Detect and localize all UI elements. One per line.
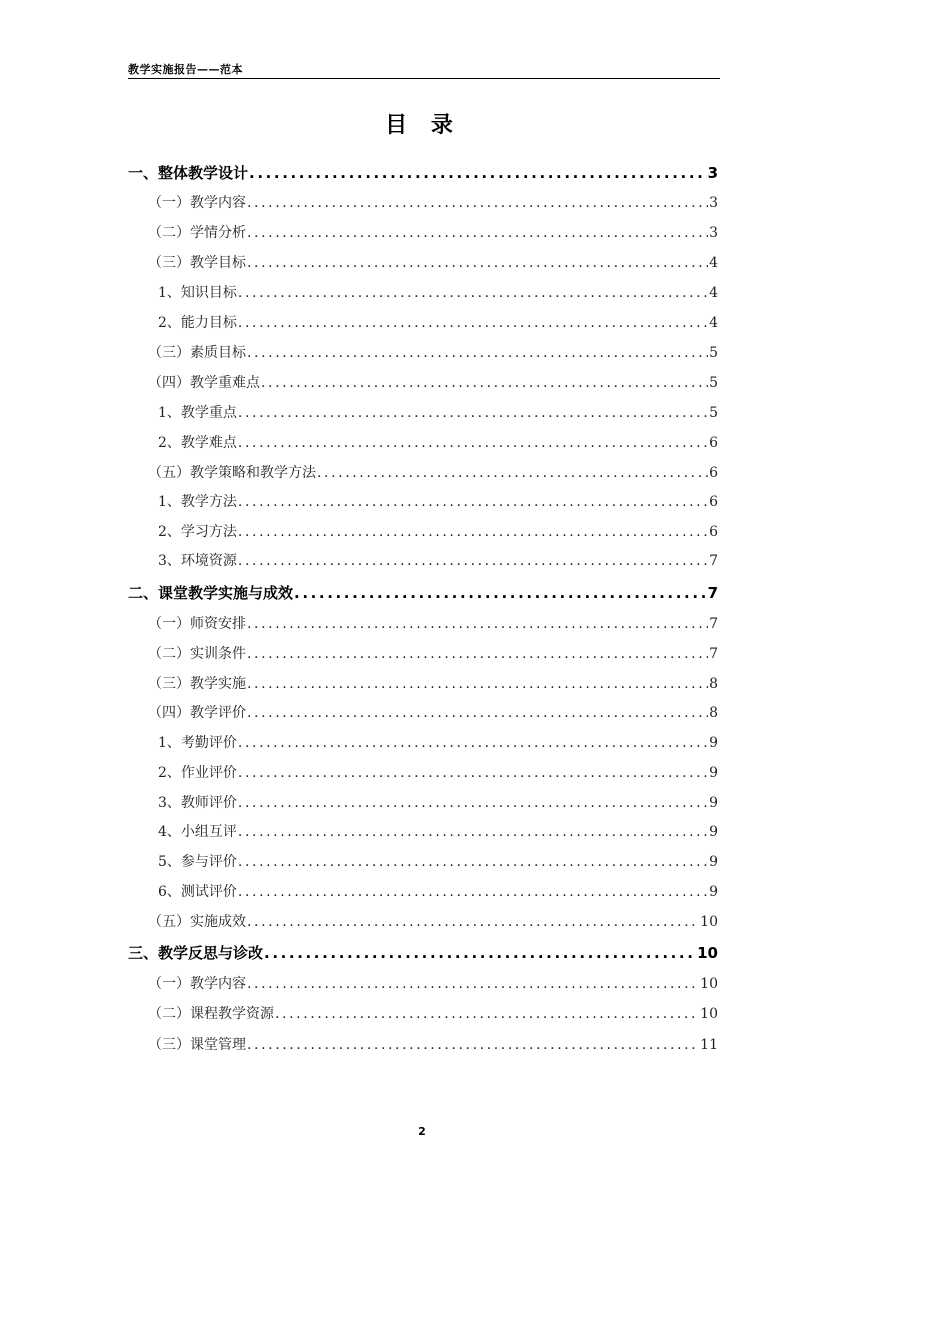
page-number: 2 [418,1125,426,1138]
toc-dot-leader [247,250,708,276]
toc-dot-leader [238,760,708,786]
toc-entry-label: 1、教学方法 [158,494,237,510]
toc-entry[interactable] [148,1032,718,1058]
toc-entry-label: 一、整体教学设计 [128,164,249,182]
toc-dot-leader [247,700,708,726]
toc-entry[interactable] [158,819,718,845]
toc-dot-leader [247,641,708,667]
toc-entry-page: 9 [709,765,718,781]
toc-entry-page: 8 [709,676,718,692]
toc-entry[interactable] [158,519,718,545]
toc-entry-page: 6 [709,465,718,481]
toc-entry-label: 6、测试评价 [158,884,237,900]
toc-dot-leader [238,730,708,756]
toc-entry[interactable] [148,340,718,366]
toc-entry[interactable] [158,310,718,336]
toc-entry-page: 6 [709,524,718,540]
toc-dot-leader [247,340,708,366]
toc-entry-page: 9 [709,824,718,840]
toc-entry[interactable] [148,671,718,697]
toc-title: 目 录 [385,113,461,138]
toc-entry-page: 3 [709,195,718,211]
toc-dot-leader [238,819,708,845]
toc-dot-leader [238,548,708,574]
toc-entry-label: 2、作业评价 [158,765,237,781]
toc-entry-page: 6 [709,494,718,510]
toc-entry-page: 3 [707,164,718,182]
toc-entry[interactable] [148,220,718,246]
toc-entry[interactable] [158,548,718,574]
toc-entry[interactable] [128,580,718,606]
toc-entry[interactable] [148,909,718,935]
toc-dot-leader [247,1032,699,1058]
toc-entry-page: 5 [709,345,718,361]
toc-entry[interactable] [148,190,718,216]
toc-entry[interactable] [128,160,718,186]
toc-entry-page: 7 [709,646,718,662]
toc-entry-page: 4 [709,255,718,271]
toc-entry[interactable] [158,489,718,515]
toc-entry-page: 11 [700,1037,718,1053]
toc-entry[interactable] [148,1001,718,1027]
toc-entry-label: （一）师资安排 [148,616,246,632]
toc-dot-leader [238,430,708,456]
toc-dot-leader [247,220,708,246]
toc-entry-page: 9 [709,795,718,811]
toc-entry-label: （二）学情分析 [148,225,246,241]
toc-entry-page: 7 [707,584,718,602]
toc-entry-label: 2、能力目标 [158,315,237,331]
toc-entry[interactable] [158,760,718,786]
toc-entry-page: 9 [709,735,718,751]
toc-dot-leader [247,671,708,697]
toc-dot-leader [317,460,708,486]
toc-entry[interactable] [158,400,718,426]
toc-entry[interactable] [128,940,718,966]
toc-entry-label: 1、考勤评价 [158,735,237,751]
toc-entry-page: 10 [700,1006,718,1022]
toc-entry-page: 6 [709,435,718,451]
toc-entry[interactable] [158,849,718,875]
toc-entry-label: （四）教学评价 [148,705,246,721]
toc-entry-label: 2、教学难点 [158,435,237,451]
toc-entry[interactable] [158,730,718,756]
toc-entry[interactable] [148,971,718,997]
toc-entry-page: 4 [709,285,718,301]
toc-entry-page: 4 [709,315,718,331]
toc-entry-page: 5 [709,405,718,421]
toc-entry-page: 10 [700,914,718,930]
toc-entry[interactable] [148,700,718,726]
toc-entry-label: 3、环境资源 [158,553,237,569]
toc-entry-label: （三）课堂管理 [148,1037,246,1053]
toc-entry-page: 3 [709,225,718,241]
toc-entry-label: 4、小组互评 [158,824,237,840]
toc-dot-leader [247,971,699,997]
toc-entry-page: 5 [709,375,718,391]
toc-entry-label: 2、学习方法 [158,524,237,540]
toc-entry-page: 7 [709,553,718,569]
toc-entry-label: 1、教学重点 [158,405,237,421]
toc-entry[interactable] [158,430,718,456]
toc-dot-leader [249,160,707,186]
toc-dot-leader [238,790,708,816]
toc-dot-leader [238,400,708,426]
toc-entry-label: （三）教学实施 [148,676,246,692]
toc-entry-label: （三）素质目标 [148,345,246,361]
toc-entry[interactable] [158,790,718,816]
toc-entry[interactable] [148,641,718,667]
toc-entry-label: 5、参与评价 [158,854,237,870]
toc-entry-label: 三、教学反思与诊改 [128,944,264,962]
toc-entry-page: 8 [709,705,718,721]
toc-entry[interactable] [158,879,718,905]
toc-entry[interactable] [148,460,718,486]
toc-entry-label: 二、课堂教学实施与成效 [128,584,294,602]
toc-dot-leader [275,1001,699,1027]
toc-entry-label: （二）实训条件 [148,646,246,662]
toc-dot-leader [238,519,708,545]
toc-dot-leader [261,370,708,396]
toc-entry-label: （一）教学内容 [148,195,246,211]
toc-entry-page: 10 [697,944,718,962]
toc-dot-leader [238,310,708,336]
toc-entry-label: （四）教学重难点 [148,375,260,391]
toc-entry-label: （三）教学目标 [148,255,246,271]
toc-entry-label: （二）课程教学资源 [148,1006,274,1022]
toc-entry-label: （五）教学策略和教学方法 [148,465,316,481]
page-header [128,60,720,79]
toc-entry[interactable] [148,611,718,637]
toc-entry[interactable] [148,370,718,396]
toc-dot-leader [247,611,708,637]
toc-dot-leader [264,940,696,966]
toc-dot-leader [238,879,708,905]
toc-entry-page: 7 [709,616,718,632]
header-title: 教学实施报告——范本 [128,63,243,76]
toc-entry-label: （一）教学内容 [148,976,246,992]
toc-dot-leader [238,280,708,306]
toc-entry-label: 3、教师评价 [158,795,237,811]
toc-entry[interactable] [158,280,718,306]
toc-entry-page: 9 [709,854,718,870]
toc-entry-label: 1、知识目标 [158,285,237,301]
toc-entry-page: 10 [700,976,718,992]
toc-dot-leader [247,190,708,216]
toc-dot-leader [294,580,707,606]
toc-entry[interactable] [148,250,718,276]
toc-entry-label: （五）实施成效 [148,914,246,930]
toc-entry-page: 9 [709,884,718,900]
toc-dot-leader [238,849,708,875]
toc-dot-leader [247,909,699,935]
toc-dot-leader [238,489,708,515]
